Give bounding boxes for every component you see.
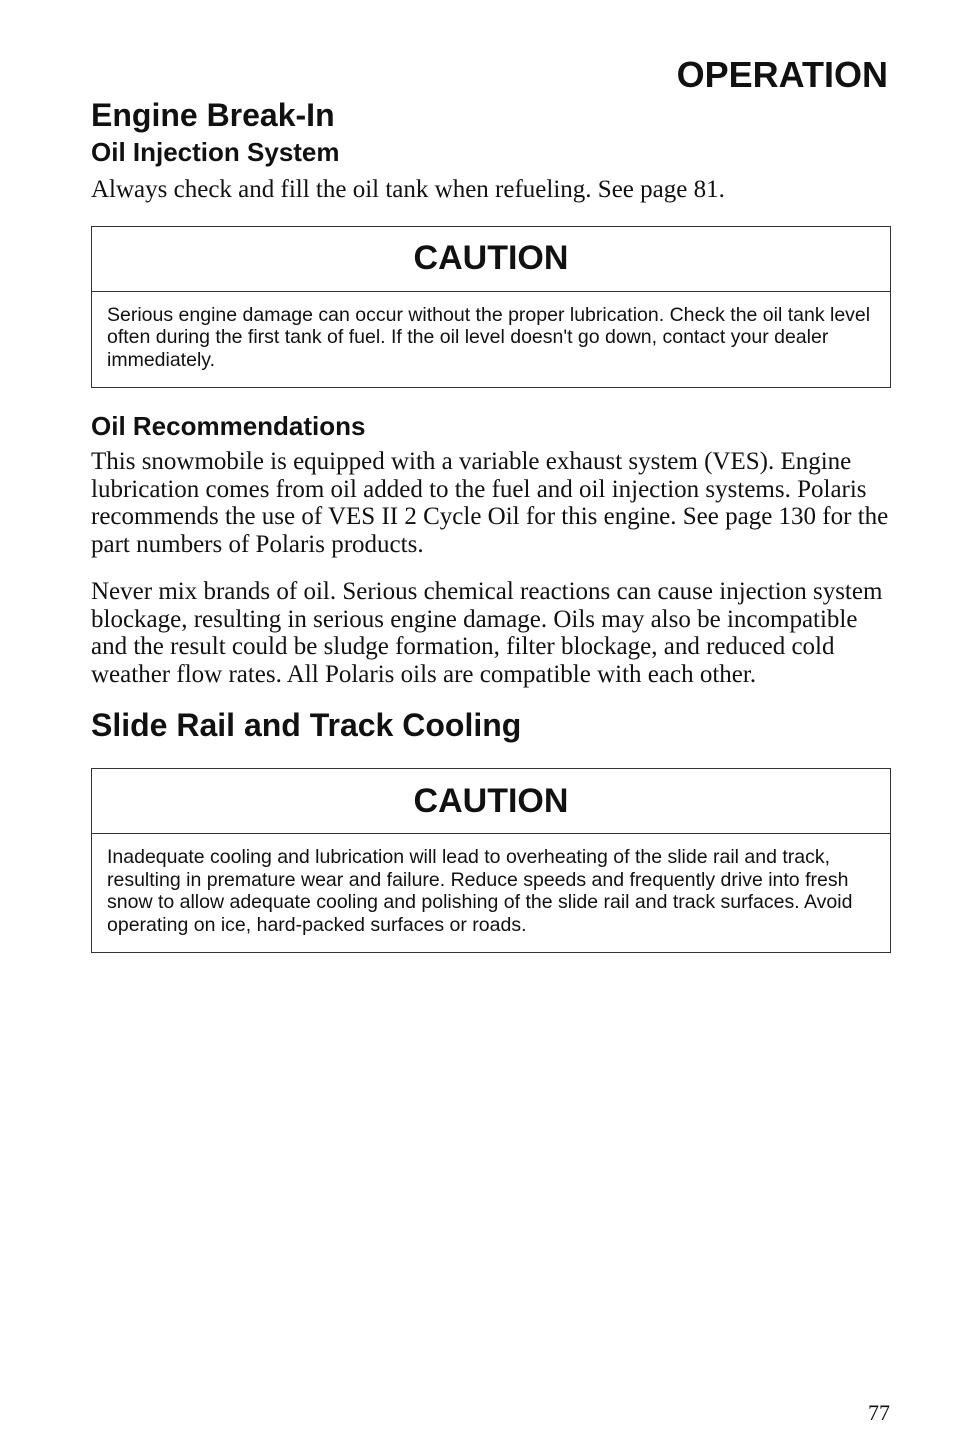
oil-recommendations-paragraph-2: Never mix brands of oil. Serious chemical reactions can cause injection system blockage, resulting in serious engine damage. Oils may also be incompatible and the result could be sludge formation, filter blockage, and reduced cold weather flow rates. All Polaris oils are compatible with each other. (91, 578, 883, 688)
caution-text: Serious engine damage can occur without the proper lubrication. Check the oil tank level often during the first tank of fuel. If the oil level doesn't go down, contact your dealer immediately. (107, 303, 871, 371)
oil-injection-heading: Oil Injection System (91, 137, 340, 167)
section-header: OPERATION (676, 54, 888, 95)
oil-recommendations-paragraph-1: This snowmobile is equipped with a variable exhaust system (VES). Engine lubrication comes from oil added to the fuel and oil injection systems. Polaris recommends the use of VES II 2 Cycle Oil for this engine. See page 130 for the part numbers of Polaris products. (91, 448, 889, 558)
page-number: 77 (868, 1400, 890, 1425)
caution-title: CAUTION (92, 227, 890, 292)
oil-injection-text: Always check and fill the oil tank when refueling. See page 81. (91, 176, 725, 203)
caution-box-oil (91, 226, 891, 389)
oil-recommendations-heading: Oil Recommendations (91, 411, 366, 441)
caution-text: Inadequate cooling and lubrication will lead to overheating of the slide rail and track, resulting in premature wear and failure. Reduce speeds and frequently drive into fresh snow to allow adequate cooling and polishing of the slide rail and track surfaces. Avoid operating on ice, hard-packed surfaces or roads. (107, 846, 853, 936)
engine-break-in-heading: Engine Break-In (91, 97, 335, 133)
slide-rail-heading: Slide Rail and Track Cooling (91, 707, 522, 743)
caution-box-slide-rail (91, 768, 891, 953)
page-content (91, 96, 891, 953)
caution-title: CAUTION (92, 769, 890, 834)
